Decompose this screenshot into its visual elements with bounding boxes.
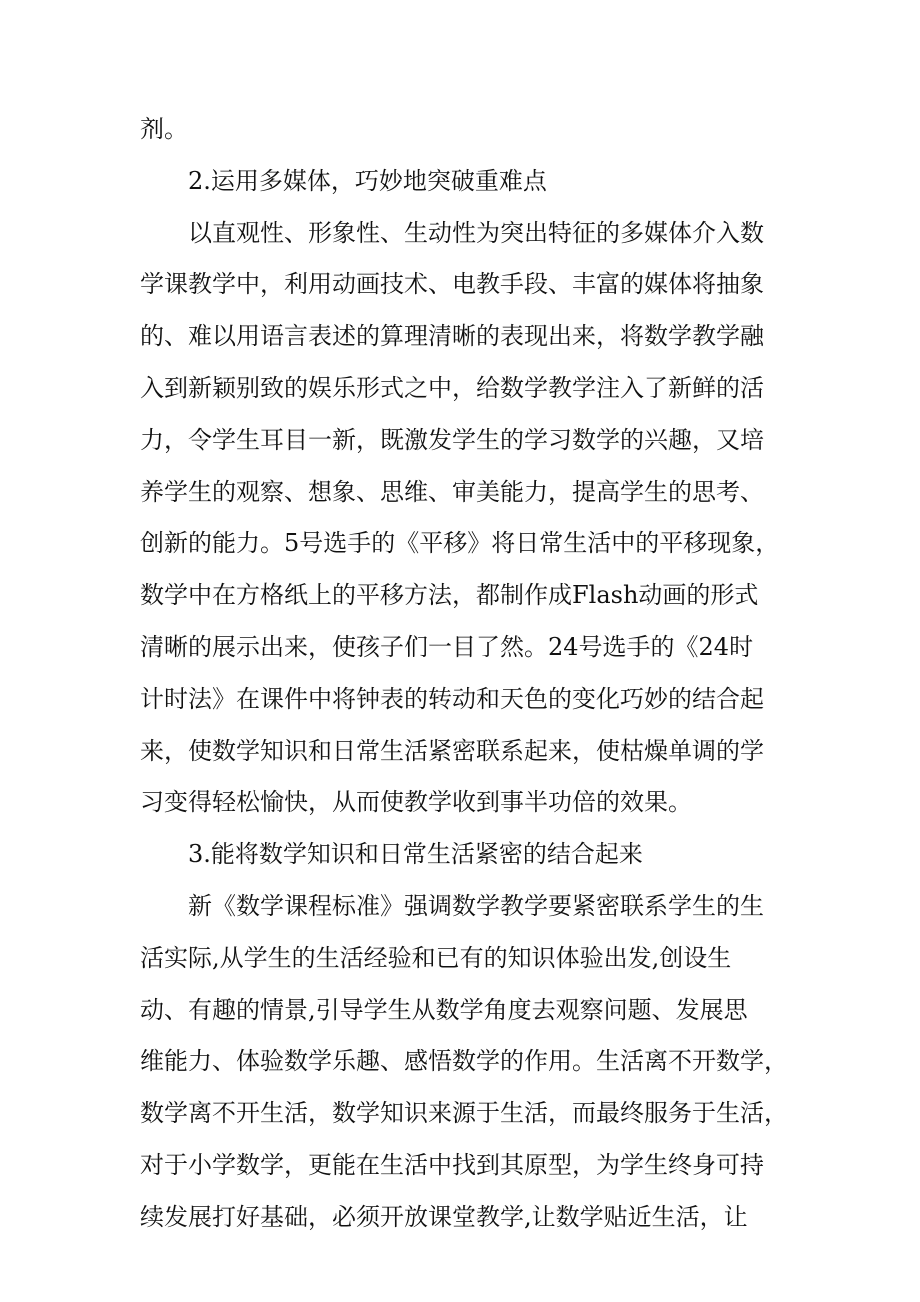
paragraph-line: 入到新颖别致的娱乐形式之中，给数学教学注入了新鲜的活: [140, 373, 764, 402]
paragraph-line: 新《数学课程标准》强调数学教学要紧密联系学生的生: [188, 891, 764, 920]
paragraph-line: 习变得轻松愉快，从而使教学收到事半功倍的效果。: [140, 788, 692, 817]
paragraph-line: 养学生的观察、想象、思维、审美能力，提高学生的思考、: [140, 477, 764, 506]
document-body: [140, 104, 788, 1244]
paragraph-line: 计时法》在课件中将钟表的转动和天色的变化巧妙的结合起: [140, 684, 764, 713]
paragraph-line: 数学离不开生活，数学知识来源于生活，而最终服务于生活，: [140, 1099, 788, 1128]
paragraph-line: 续发展打好基础，必须开放课堂教学,让数学贴近生活，让: [140, 1202, 748, 1231]
paragraph-line: 创新的能力。5号选手的《平移》将日常生活中的平移现象，: [140, 529, 780, 558]
paragraph-continuation-line: 剂。: [140, 115, 188, 143]
paragraph-line: 清晰的展示出来，使孩子们一目了然。24号选手的《24时: [140, 632, 754, 661]
section-heading-2: 2.运用多媒体，巧妙地突破重难点: [188, 166, 547, 195]
paragraph-line: 力，令学生耳目一新，既激发学生的学习数学的兴趣，又培: [140, 425, 764, 454]
paragraph-line: 对于小学数学，更能在生活中找到其原型，为学生终身可持: [140, 1150, 764, 1179]
paragraph-line: 学课教学中，利用动画技术、电教手段、丰富的媒体将抽象: [140, 270, 764, 299]
paragraph-line: 以直观性、形象性、生动性为突出特征的多媒体介入数: [188, 218, 764, 247]
paragraph-line: 来，使数学知识和日常生活紧密联系起来，使枯燥单调的学: [140, 736, 764, 765]
paragraph-line: 活实际,从学生的生活经验和已有的知识体验出发,创设生: [140, 943, 732, 972]
paragraph-line: 动、有趣的情景,引导学生从数学角度去观察问题、发展思: [140, 995, 748, 1024]
section-heading-3: 3.能将数学知识和日常生活紧密的结合起来: [188, 840, 643, 869]
paragraph-line: 维能力、体验数学乐趣、感悟数学的作用。生活离不开数学，: [140, 1047, 788, 1076]
paragraph-line: 数学中在方格纸上的平移方法，都制作成Flash动画的形式: [140, 581, 759, 610]
paragraph-line: 的、难以用语言表述的算理清晰的表现出来，将数学教学融: [140, 322, 764, 351]
